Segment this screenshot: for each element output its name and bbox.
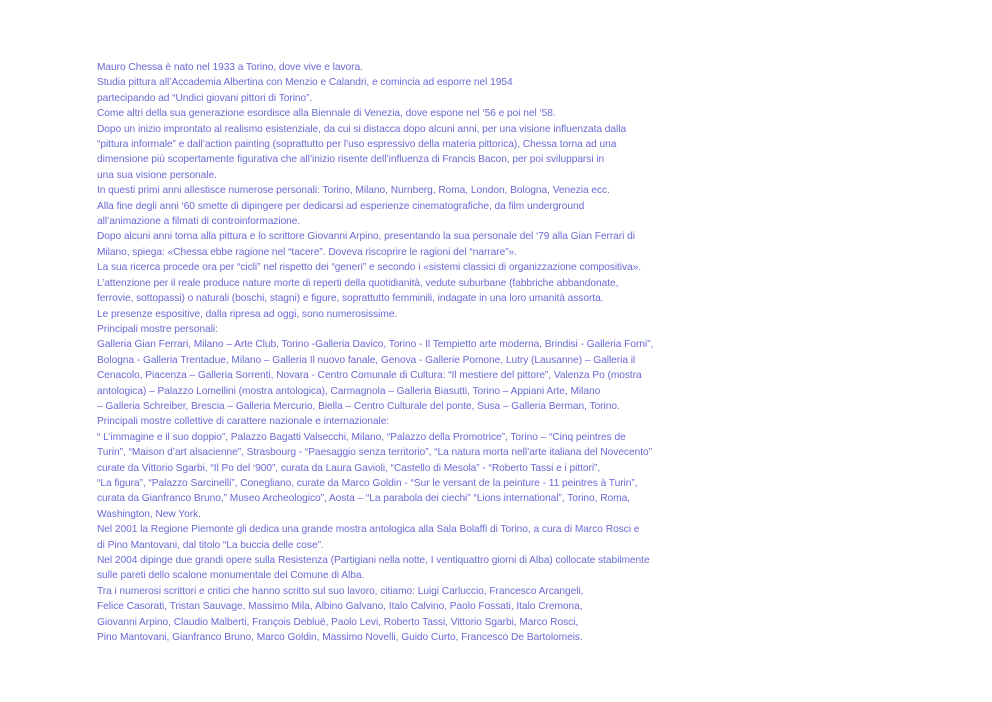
text-line: Dopo un inizio improntato al realismo esistenziale, da cui si distacca dopo alcuni anni, per una visione influenzata dalla xyxy=(97,123,627,135)
text-line: Milano, spiega: «Chessa ebbe ragione nel “tacere”. Doveva riscoprire le ragioni del “narrare”». xyxy=(97,246,517,258)
text-line: antologica) – Palazzo Lomellini (mostra antologica), Carmagnola – Galleria Biasutti, Torino – Appiani Arte, Milano xyxy=(97,385,601,397)
text-line: In questi primi anni allestisce numerose personali: Torino, Milano, Nurnberg, Roma, London, Bologna, Venezia ecc. xyxy=(97,185,610,197)
text-line: curate da Vittorio Sgarbi, “Il Po del ‘900”, curata da Laura Gavioli, “Castello di Mesola” - “Roberto Tassi e i pittori”, xyxy=(97,462,601,474)
text-line: Bologna - Galleria Trentadue, Milano – Galleria Il nuovo fanale, Genova - Gallerie Pomone, Lutry (Lausanne) – Galleria il xyxy=(97,354,636,366)
text-line: Le presenze espositive, dalla ripresa ad oggi, sono numerosissime. xyxy=(97,308,398,320)
text-line: una sua visione personale. xyxy=(97,169,217,181)
text-line: Dopo alcuni anni torna alla pittura e lo scrittore Giovanni Arpino, presentando la sua personale del ‘79 alla Gian Ferrari di xyxy=(97,231,635,243)
text-line: all’animazione a filmati di controinformazione. xyxy=(97,216,301,228)
text-line: “La figura”, “Palazzo Sarcinelli”, Conegliano, curate da Marco Goldin - “Sur le versant de la peinture - 11 peintres à Turin”, xyxy=(97,477,638,489)
text-line: Pino Mantovani, Gianfranco Bruno, Marco Goldin, Massimo Novelli, Guido Curto, Francesco De Bartolomeis. xyxy=(97,632,583,644)
text-line: La sua ricerca procede ora per “cicli” nel rispetto dei “generi” e secondo i «sistemi classici di organizzazione compositiva». xyxy=(97,262,642,274)
text-line: “ L’immagine e il suo doppio”, Palazzo Bagatti Valsecchi, Milano, “Palazzo della Promotrice”, Torino – “Cinq peintres de xyxy=(97,431,626,443)
text-line: Felice Casorati, Tristan Sauvage, Massimo Mila, Albino Galvano, Italo Calvino, Paolo Fossati, Italo Cremona, xyxy=(97,601,583,613)
text-line: dimensione più scopertamente figurativa che all’inizio risente dell’influenza di Francis Bacon, per poi svilupparsi in xyxy=(97,154,605,166)
text-line: Principali mostre collettive di carattere nazionale e internazionale: xyxy=(97,416,390,428)
biography-text-block xyxy=(97,60,657,645)
text-line: Principali mostre personali: xyxy=(97,323,218,335)
text-line: Giovanni Arpino, Claudio Malberti, François Debluë, Paolo Levi, Roberto Tassi, Vittorio Sgarbi, Marco Rosci, xyxy=(97,616,579,628)
text-line: Galleria Gian Ferrari, Milano – Arte Club, Torino -Galleria Davico, Torino - Il Tempietto arte moderna, Brindisi - Galleria Forni”, xyxy=(97,339,654,351)
text-line: – Galleria Schreiber, Brescia – Galleria Mercurio, Biella – Centro Culturale del ponte, Susa – Galleria Berman, Torino. xyxy=(97,400,620,412)
text-line: sulle pareti dello scalone monumentale del Comune di Alba. xyxy=(97,570,365,582)
text-line: Cenacolo, Piacenza – Galleria Sorrenti, Novara - Centro Comunale di Cultura: “Il mestiere del pittore”, Valenza Po (mostra xyxy=(97,370,642,382)
text-line: di Pino Mantovani, dal titolo “La buccia delle cose”. xyxy=(97,539,324,551)
text-line: Nel 2001 la Regione Piemonte gli dedica una grande mostra antologica alla Sala Bolaffi di Torino, a cura di Marco Rosci e xyxy=(97,524,640,536)
text-line: curata da Gianfranco Bruno,” Museo Archeologico”, Aosta – “La parabola dei ciechi” “Lions international”, Torino, Roma, xyxy=(97,493,630,505)
text-line: Nel 2004 dipinge due grandi opere sulla Resistenza (Partigiani nella notte, I ventiquattro giorni di Alba) collocate stabilmente xyxy=(97,555,650,566)
text-line: Mauro Chessa è nato nel 1933 a Torino, dove vive e lavora. xyxy=(97,62,363,73)
text-line: partecipando ad “Undici giovani pittori di Torino”. xyxy=(97,92,313,104)
text-line: Washington, New York. xyxy=(97,508,201,520)
text-line: Come altri della sua generazione esordisce alla Biennale di Venezia, dove espone nel ‘56 e poi nel ‘58. xyxy=(97,108,556,120)
text-line: L’attenzione per il reale produce nature morte di reperti della quotidianità, vedute suburbane (fabbriche abbandonate, xyxy=(97,277,619,289)
text-line: Turin”, “Maison d’art alsacienne”, Strasbourg - “Paesaggio senza territorio”, “La natura morta nell’arte italiana del Novecento” xyxy=(97,447,652,459)
text-line: Alla fine degli anni ‘60 smette di dipingere per dedicarsi ad esperienze cinematografiche, da film underground xyxy=(97,200,585,212)
text-line: ferrovie, sottopassi) o naturali (boschi, stagni) e figure, soprattutto femminili, indagate in una loro umanità assorta. xyxy=(97,293,604,305)
text-line: Studia pittura all’Accademia Albertina con Menzio e Calandri, e comincia ad esporre nel 1954 xyxy=(97,77,513,89)
text-line: Tra i numerosi scrittori e critici che hanno scritto sul suo lavoro, citiamo: Luigi Carluccio, Francesco Arcangeli, xyxy=(97,585,584,597)
text-line: “pittura informale” e dall’action painting (soprattutto per l’uso espressivo della materia pittorica), Chessa torna ad una xyxy=(97,139,617,151)
